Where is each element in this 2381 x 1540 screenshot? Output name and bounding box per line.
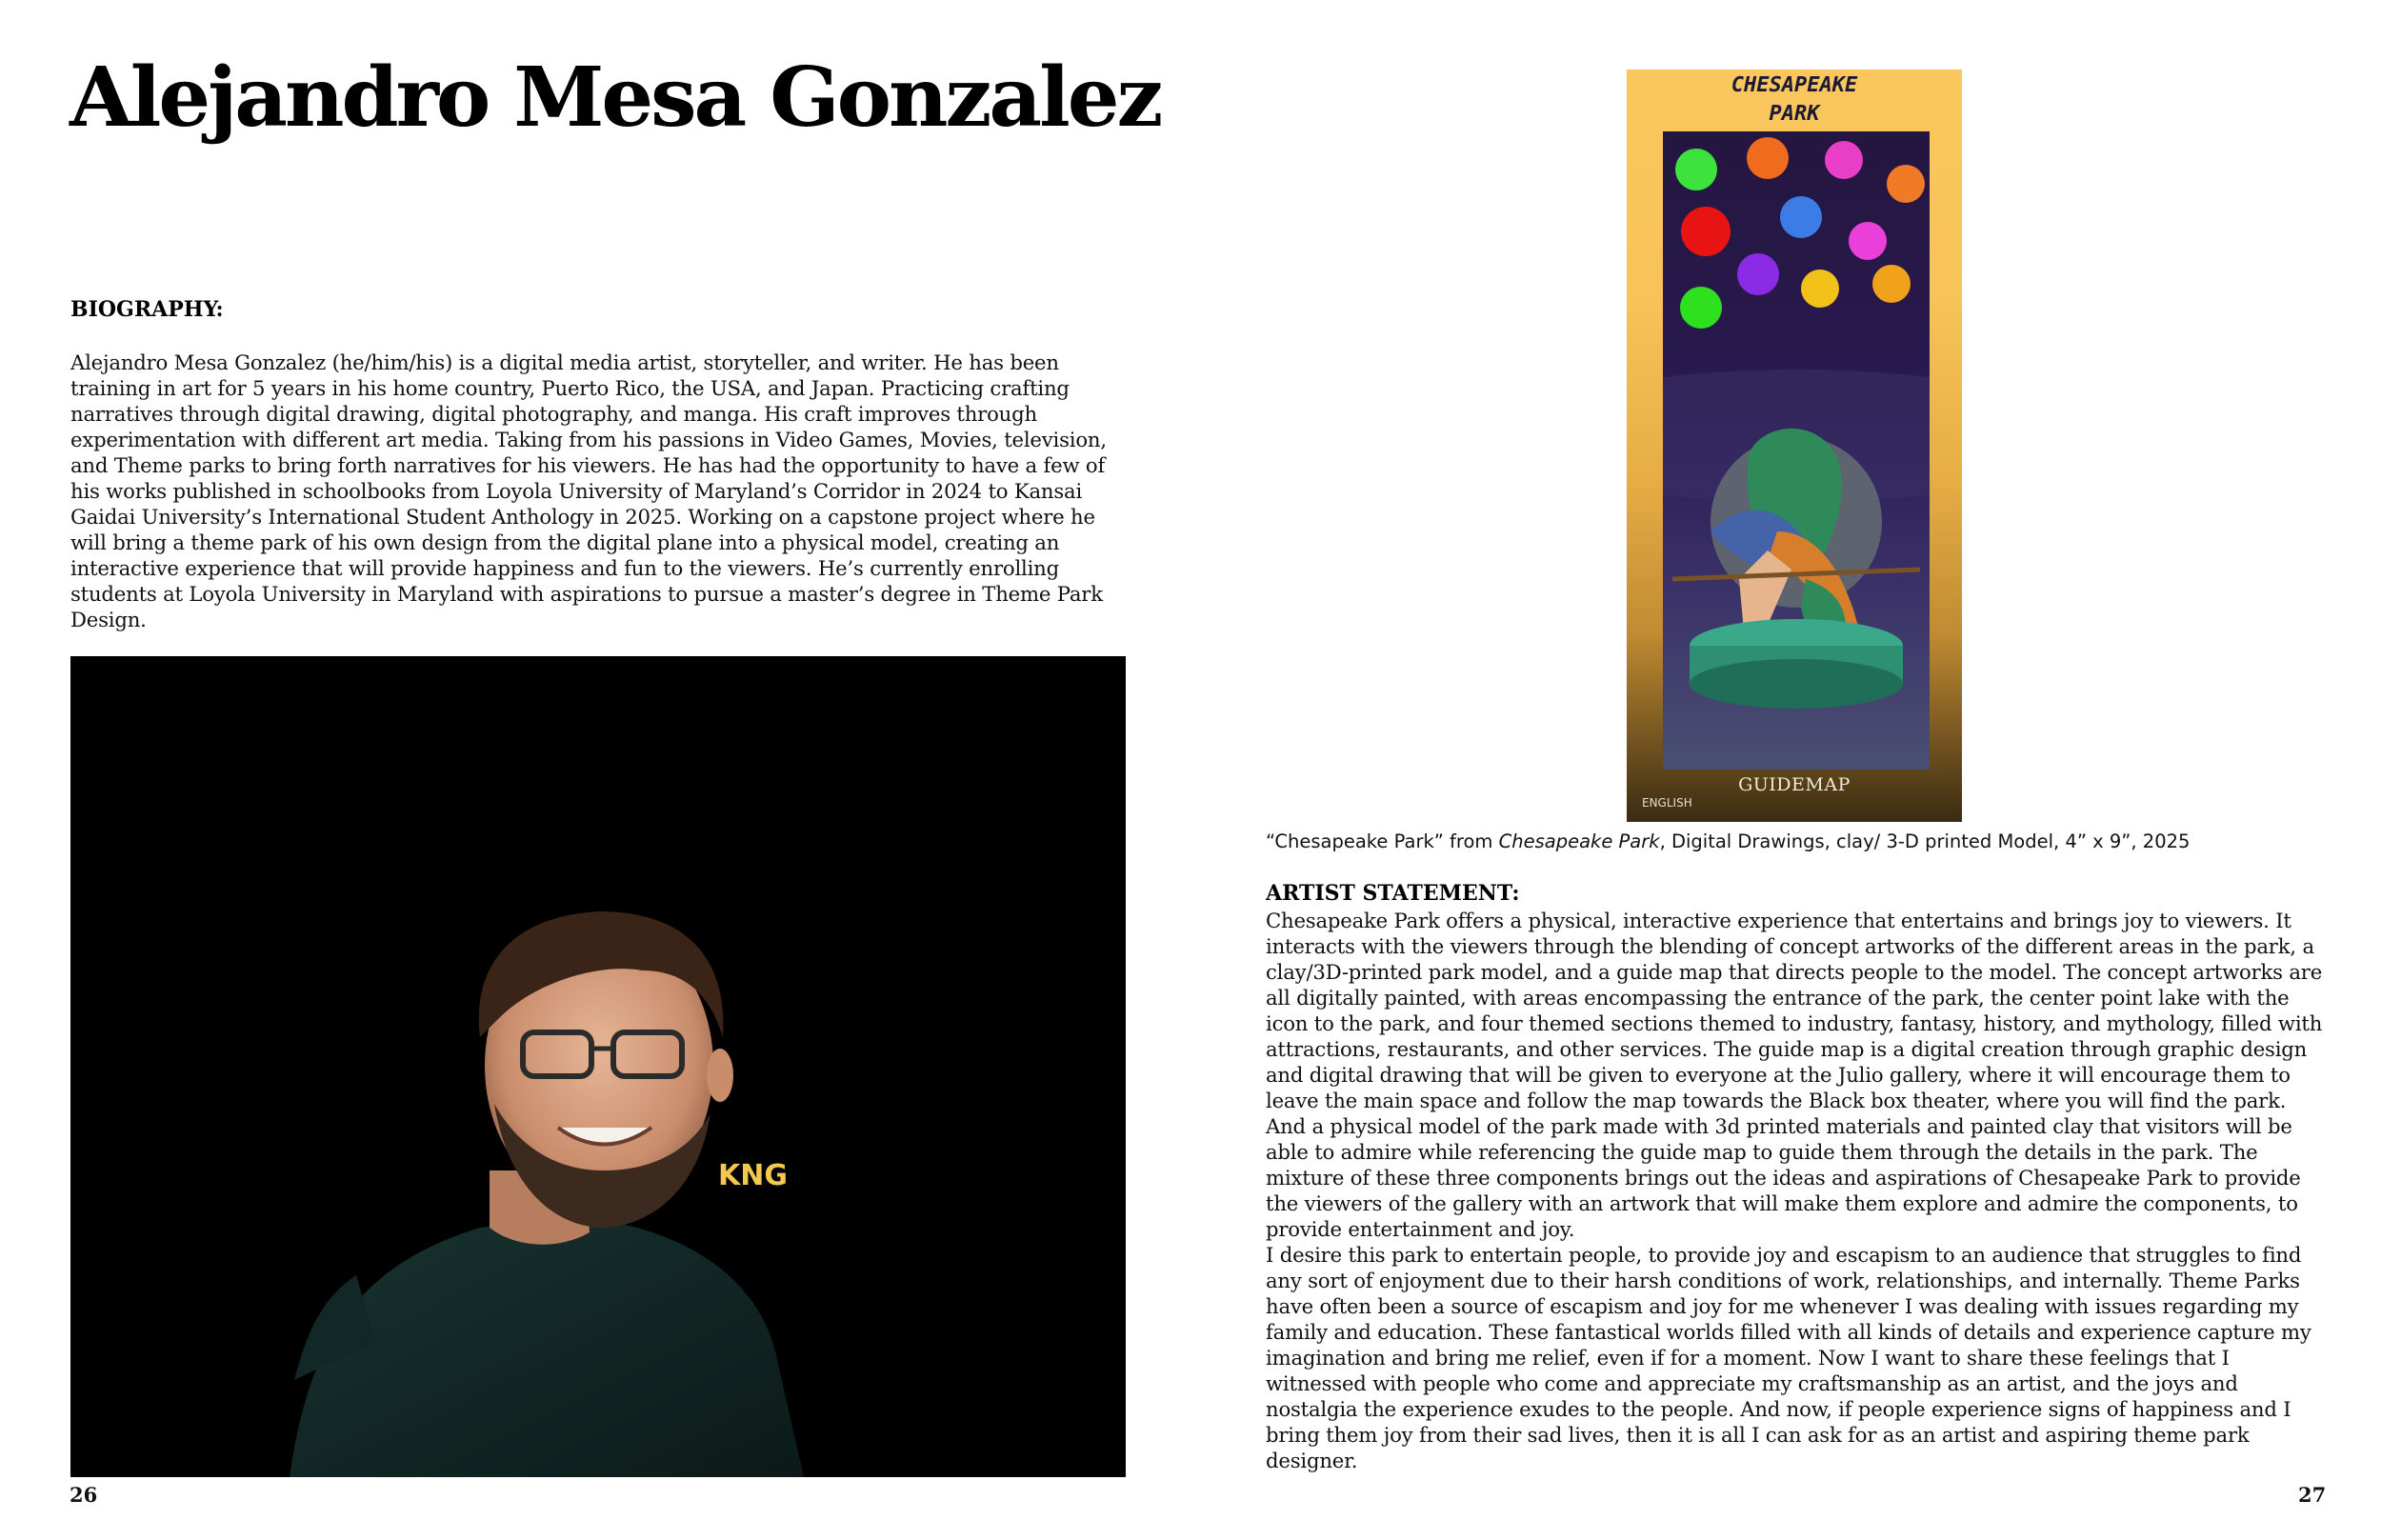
artist-statement-text [1266,908,2325,1473]
artwork-caption [1266,830,2190,852]
artwork-title [1627,71,1962,129]
artwork-title-line2: PARK [1769,102,1820,126]
artwork-language-label: ENGLISH [1642,796,1692,810]
page-number-left: 26 [70,1483,98,1507]
statement-paragraph: I desire this park to entertain people, to provide joy and escapism to an audience that struggles to find any sort of enjoyment due to their harsh conditions of work, relationships, and internally. Theme Parks have often been a source of escapism and joy for me whenever I was dealing with issues regarding my family and education. These fantastical worlds filled with all kinds of details and experience capture my imagination and bring me relief, even if for a moment. Now I want to share these feelings that I witnessed with people who come and appreciate my craftsmanship as an artist, and the joys and nostalgia the experience exudes to the people. And now, if people experience signs of happiness and I bring them joy from their sad lives, then it is all I can ask for as an artist and aspiring theme park designer. [1266,1243,2311,1472]
biography-text: Alejandro Mesa Gonzalez (he/him/his) is a digital media artist, storyteller, and writer. He has been training in art for 5 years in his home country, Puerto Rico, the USA, and Japan. Practicing crafting narratives through digital drawing, digital photography, and manga. His craft improves through experimentation with different art media. Taking from his passions in Video Games, Movies, television, and Theme parks to bring forth narratives for his viewers. He has had the opportunity to have a few of his works published in schoolbooks from Loyola University of Maryland’s Corridor in 2024 to Kansai Gaidai University’s International Student Anthology in 2025. Working on a capstone project where he will bring a theme park of his own design from the digital plane into a physical model, creating an interactive experience that will provide happiness and fun to the viewers. He’s currently enrolling students at Loyola University in Maryland with aspirations to pursue a master’s degree in Theme Park Design. [70,350,1107,631]
caption-suffix: , Digital Drawings, clay/ 3-D printed Model, 4” x 9”, 2025 [1659,830,2191,852]
svg-text:KNG: KNG [718,1159,788,1192]
artwork-guidemap-label: GUIDEMAP [1738,774,1851,795]
artist-name-title: Alejandro Mesa Gonzalez [70,50,1161,146]
page-number-right: 27 [2298,1483,2327,1507]
caption-italic-title: Chesapeake Park [1498,830,1660,852]
caption-prefix: “Chesapeake Park” from [1266,830,1499,852]
artwork-scene [1663,131,1930,770]
chesapeake-park-guidemap-artwork [1627,70,1962,822]
artwork-title-line1: CHESAPEAKE [1731,73,1858,97]
statement-paragraph: Chesapeake Park offers a physical, interactive experience that entertains and brings joy to viewers. It interacts with the viewers through the blending of concept artworks of the different areas in the park, a clay/3D-printed park model, and a guide map that directs people to the model. The concept artworks are all digitally painted, with areas encompassing the entrance of the park, the center point lake with the icon to the park, and four themed sections themed to industry, fantasy, history, and mythology, filled with attractions, restaurants, and other services. The guide map is a digital creation through graphic design and digital drawing that will be given to everyone at the Julio gallery, where it will encourage them to leave the main space and follow the map towards the Black box theater, where you will find the park. And a physical model of the park made with 3d printed materials and painted clay that visitors will be able to admire while referencing the guide map to guide them through the details in the park. The mixture of these three components brings out the ideas and aspirations of Chesapeake Park to provide the viewers of the gallery with an artwork that will make them explore and admire the components, to provide entertainment and joy. [1266,909,2323,1241]
artist-portrait-photo [70,656,1126,1477]
artist-statement-heading: ARTIST STATEMENT: [1266,881,1520,906]
biography-heading: BIOGRAPHY: [70,297,224,322]
fireworks-icon [1675,137,1925,329]
